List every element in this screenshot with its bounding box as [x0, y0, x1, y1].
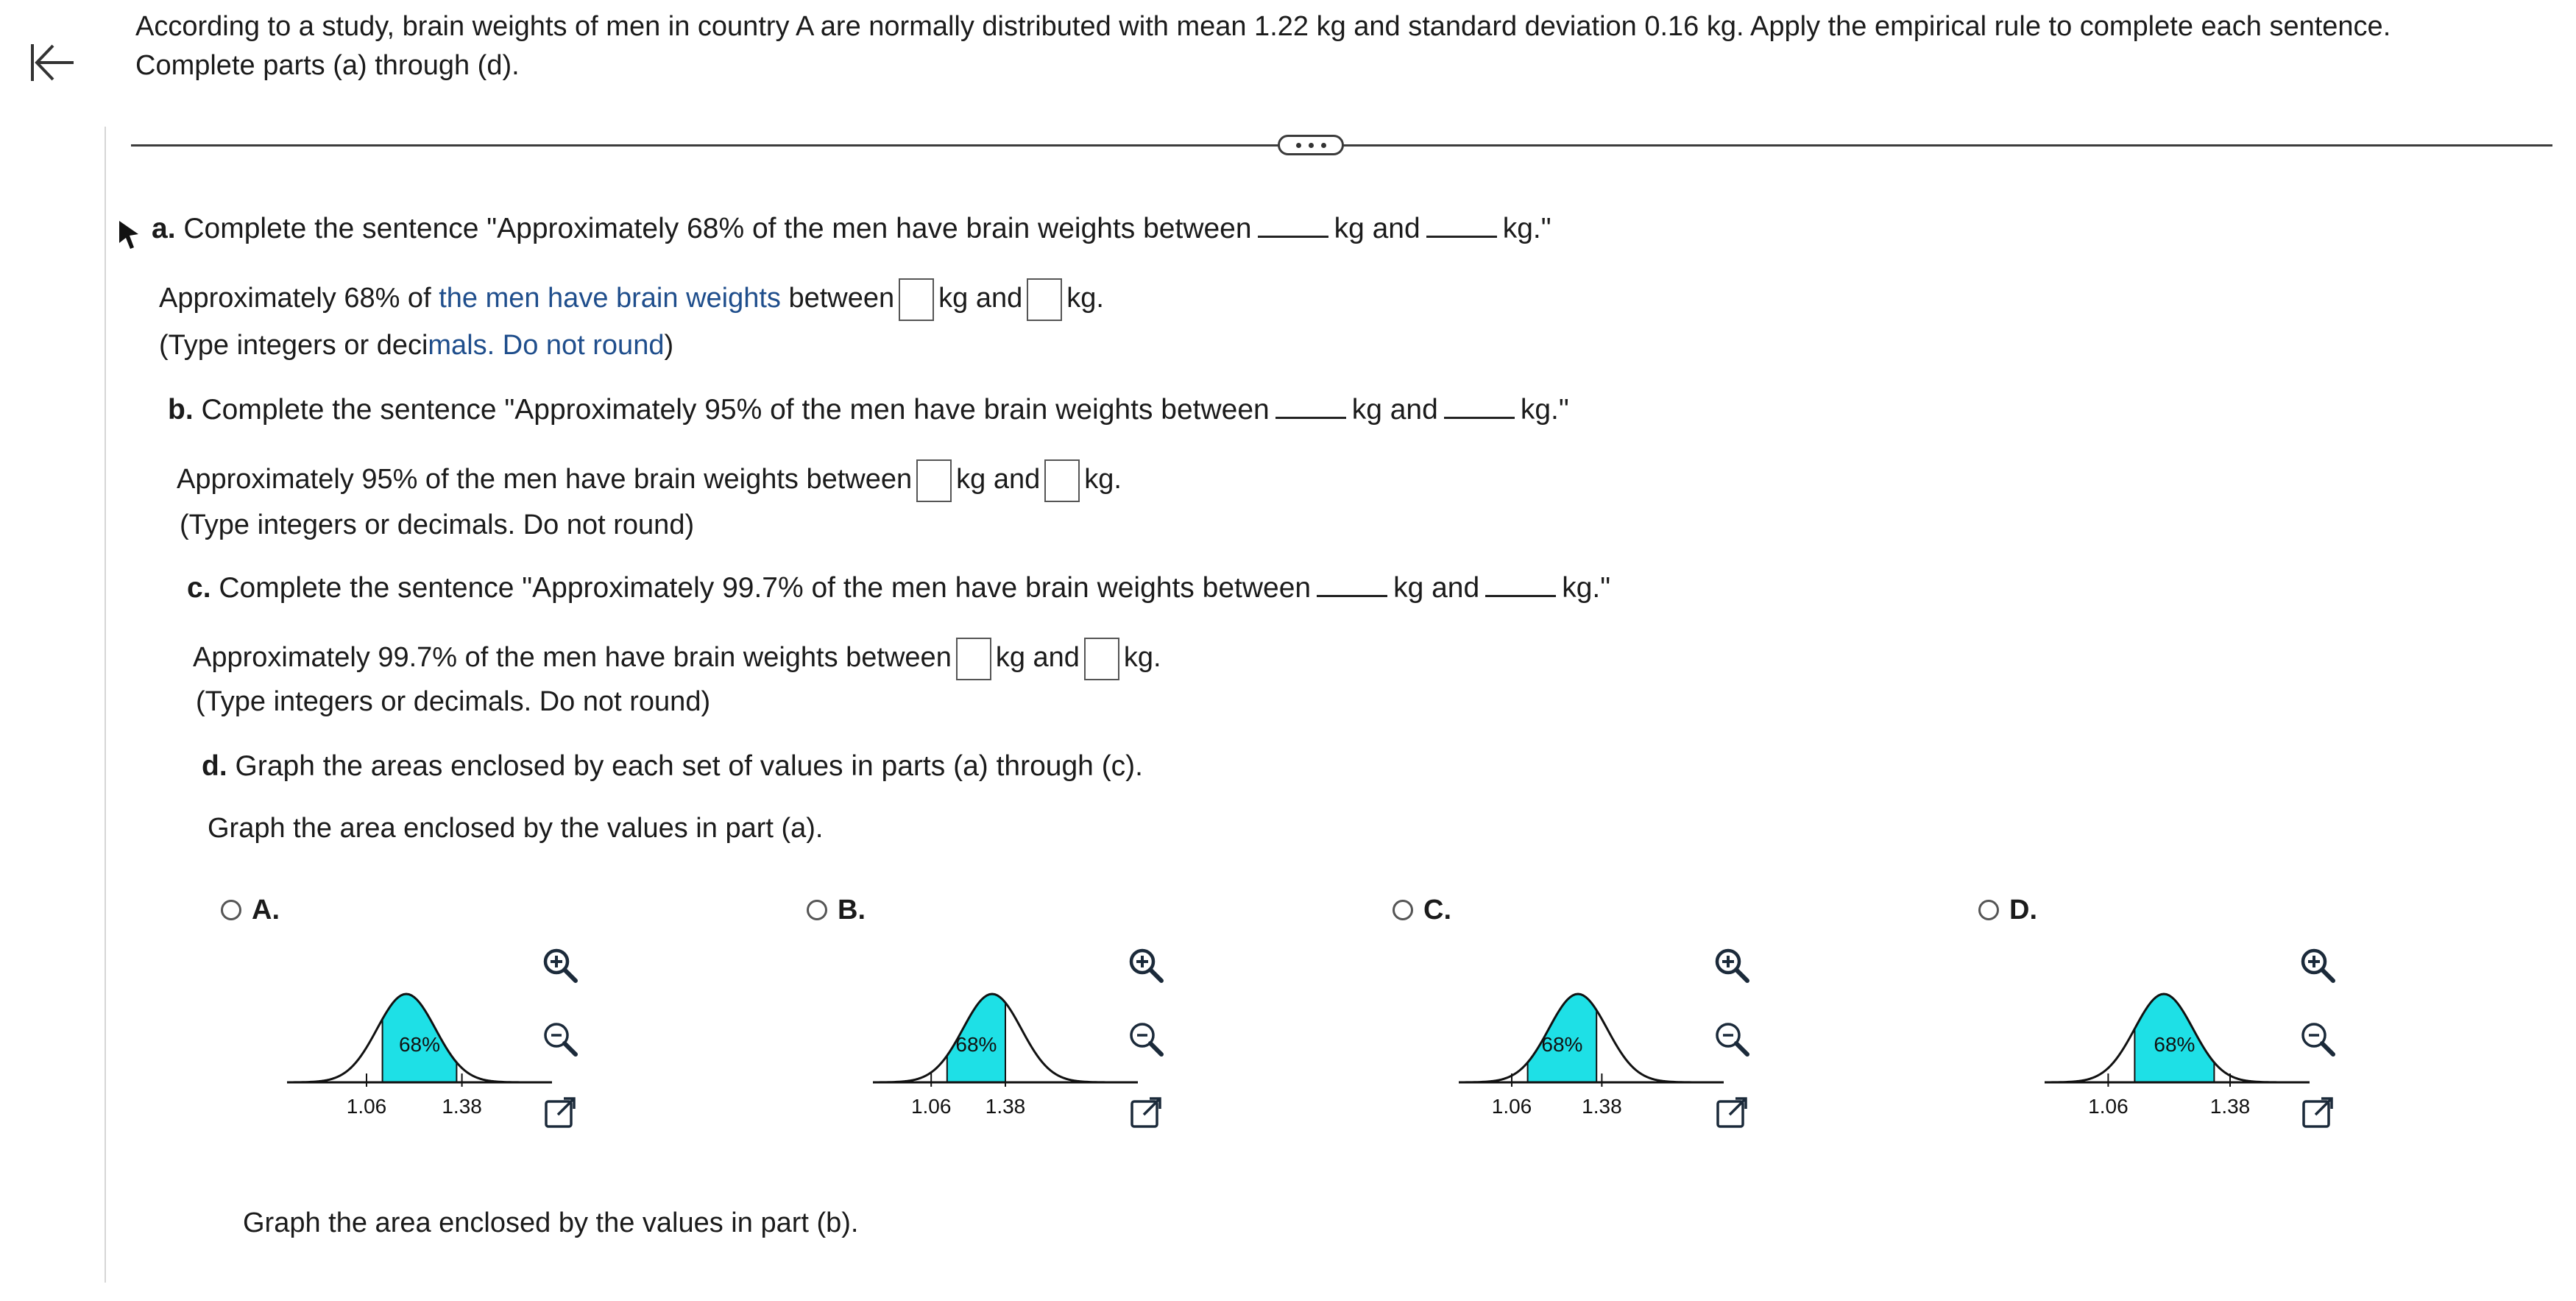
part-a-heading: a. Complete the sentence "Approximately 68% of the men have brain weights between kg and kg."	[152, 213, 1551, 244]
option-c-zoom-out-icon[interactable]	[1709, 1016, 1755, 1062]
part-c-upper-input[interactable]	[1084, 638, 1119, 680]
option-b-radio[interactable]	[807, 900, 827, 920]
option-d-zoom-in-icon[interactable]	[2295, 942, 2340, 988]
option-b-tick-label: 1.38	[985, 1095, 1026, 1118]
option-c-radio[interactable]	[1393, 900, 1413, 920]
part-b-hint: (Type integers or decimals. Do not round)	[180, 510, 695, 540]
option-d-zoom-out-icon[interactable]	[2295, 1016, 2340, 1062]
back-arrow-icon[interactable]	[26, 37, 78, 88]
option-c-percent-label: 68%	[1541, 1033, 1583, 1056]
option-a-radio[interactable]	[221, 900, 241, 920]
option-c-tick-label: 1.38	[1582, 1095, 1622, 1118]
option-b-popout-icon[interactable]	[1123, 1090, 1169, 1135]
option-a-tick-label: 1.06	[346, 1095, 387, 1118]
option-b-zoom-out-icon[interactable]	[1123, 1016, 1169, 1062]
part-c-lower-input[interactable]	[956, 638, 991, 680]
option-b-label: B.	[838, 895, 866, 925]
part-c-heading: c. Complete the sentence "Approximately 99.7% of the men have brain weights between kg and kg."	[187, 572, 1611, 604]
option-b-percent-label: 68%	[955, 1033, 997, 1056]
part-a-upper-input[interactable]	[1027, 278, 1062, 321]
option-a-tick-label: 1.38	[442, 1095, 482, 1118]
option-a-popout-icon[interactable]	[537, 1090, 583, 1135]
part-a-lower-input[interactable]	[899, 278, 934, 321]
option-c-label: C.	[1423, 895, 1451, 925]
part-a-answer-sentence: Approximately 68% of the men have brain weights between kg and kg.	[159, 278, 1104, 321]
option-a-percent-label: 68%	[398, 1033, 441, 1056]
option-b-tick-label: 1.06	[910, 1095, 952, 1118]
option-b-graph[interactable]	[873, 972, 1138, 1134]
option-b-zoom-in-icon[interactable]	[1123, 942, 1169, 988]
part-b-heading: b. Complete the sentence "Approximately 95% of the men have brain weights between kg and kg."	[168, 394, 1569, 426]
part-c-answer-sentence: Approximately 99.7% of the men have brain weights between kg and kg.	[193, 638, 1161, 680]
part-d-heading: d. Graph the areas enclosed by each set of values in parts (a) through (c).	[202, 750, 1144, 782]
part-d-subprompt-a: Graph the area enclosed by the values in part (a).	[208, 813, 824, 844]
option-a-graph[interactable]	[287, 972, 552, 1134]
option-d-percent-label: 68%	[2154, 1033, 2195, 1056]
option-a-zoom-out-icon[interactable]	[537, 1016, 583, 1062]
option-d-tick-label: 1.38	[2209, 1095, 2251, 1118]
part-a-hint: (Type integers or decimals. Do not round)	[159, 330, 674, 361]
option-d-tick-label: 1.06	[2088, 1095, 2129, 1118]
content-left-rule	[105, 127, 106, 1283]
part-d-subprompt-b: Graph the area enclosed by the values in part (b).	[243, 1207, 859, 1238]
option-d-radio[interactable]	[1978, 900, 1999, 920]
option-a-label: A.	[252, 895, 280, 925]
part-b-upper-input[interactable]	[1044, 459, 1080, 502]
option-c-tick-label: 1.06	[1491, 1095, 1532, 1118]
question-text: According to a study, brain weights of men in country A are normally distributed with mean 1.22 kg and standard deviation 0.16 kg. Apply the empirical rule to complete each sentence. Complete parts (a) through (d).	[135, 11, 2391, 81]
option-d-popout-icon[interactable]	[2295, 1090, 2340, 1135]
part-c-hint: (Type integers or decimals. Do not round)	[196, 686, 711, 717]
option-d-label: D.	[2009, 895, 2037, 925]
option-c-zoom-in-icon[interactable]	[1709, 942, 1755, 988]
part-b-lower-input[interactable]	[916, 459, 952, 502]
option-c-graph[interactable]	[1459, 972, 1724, 1134]
option-a-zoom-in-icon[interactable]	[537, 942, 583, 988]
option-c-popout-icon[interactable]	[1709, 1090, 1755, 1135]
more-options-button[interactable]	[1278, 135, 1344, 155]
part-b-answer-sentence: Approximately 95% of the men have brain weights between kg and kg.	[177, 459, 1122, 502]
option-d-graph[interactable]	[2045, 972, 2310, 1134]
mouse-pointer-icon	[116, 218, 141, 252]
